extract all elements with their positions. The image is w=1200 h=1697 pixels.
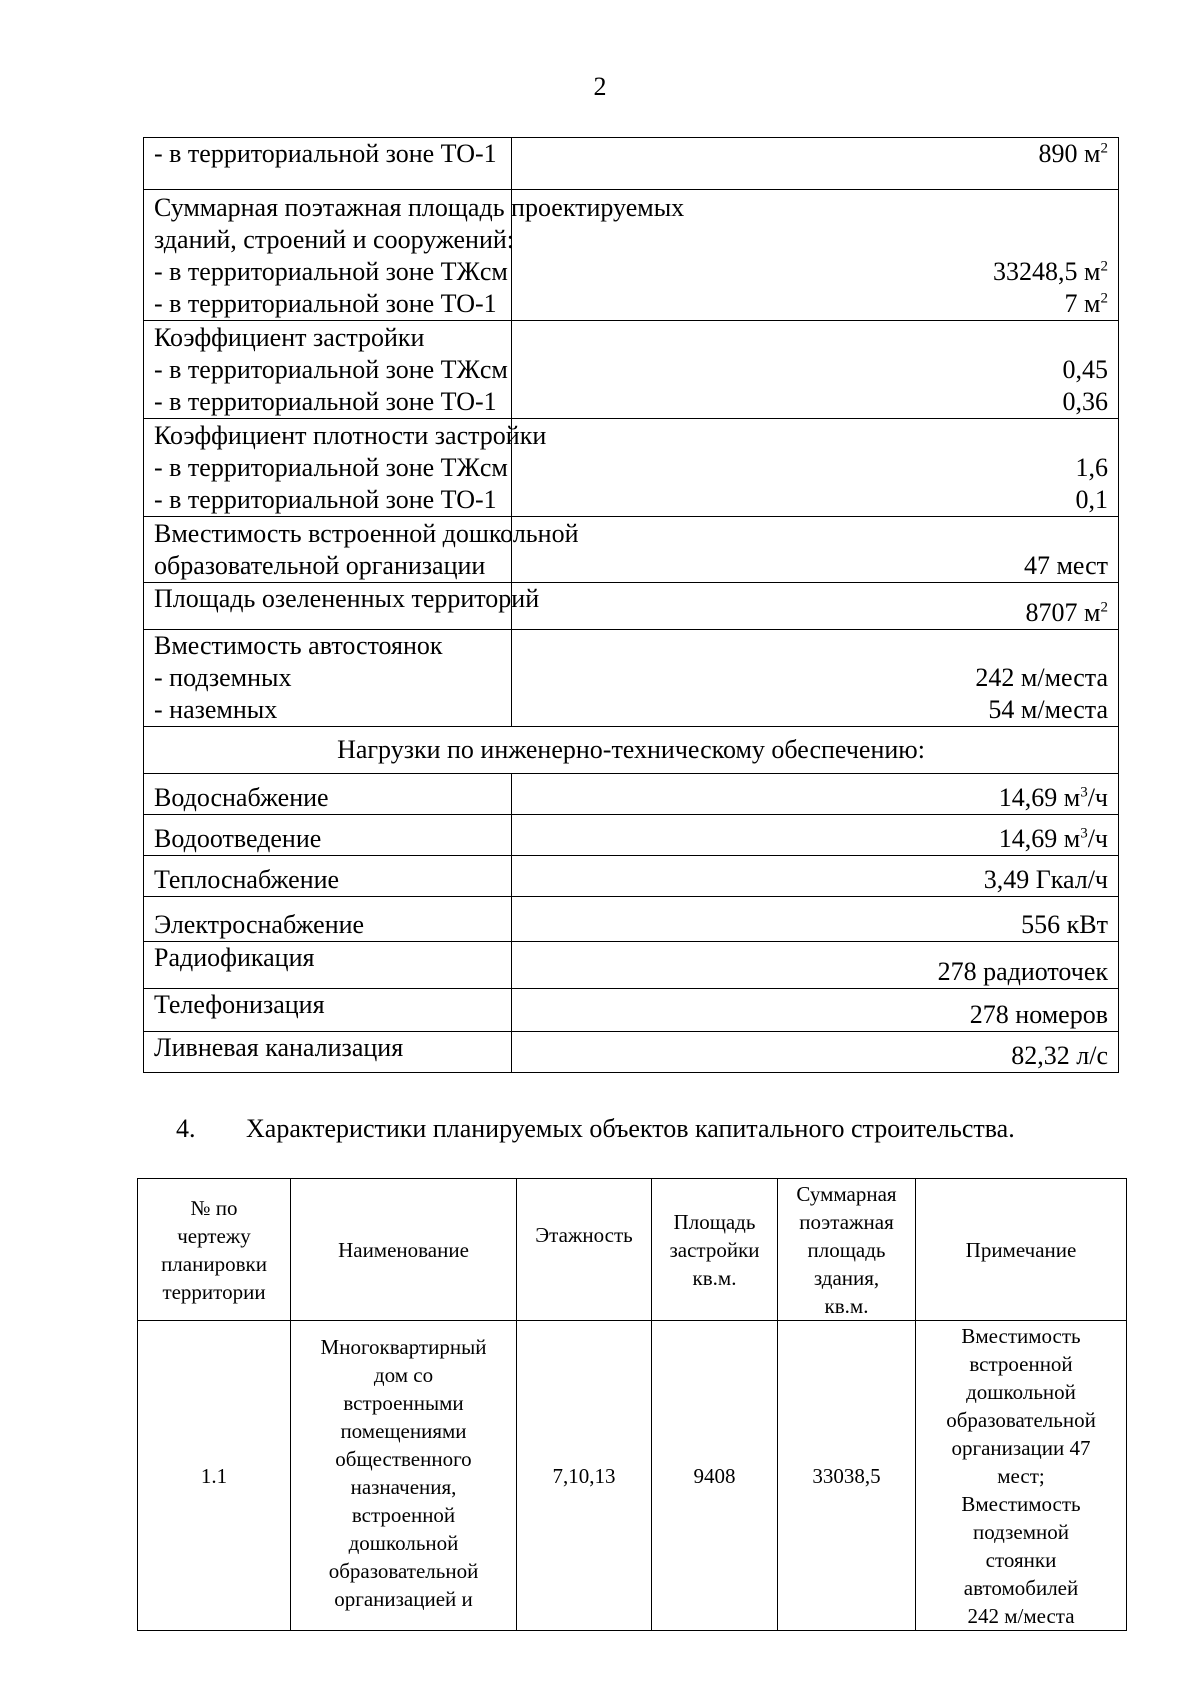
header-total-area: Суммарная поэтажная площадь здания, кв.м. [778,1179,916,1321]
row-label-cell [144,138,512,190]
cell-floors: 7,10,13 [517,1321,652,1631]
row-value: 82,32 л/с [1011,1041,1108,1070]
row-value: 0,1 [1075,485,1108,514]
row-value: 8707 $м^2$ [1025,598,1108,627]
row-label-cell [144,815,512,856]
row-label: - в территориальной зоне ТЖсм [154,453,508,482]
row-label-cell [144,583,540,630]
cell-total-area: 33038,5 [778,1321,916,1631]
row-label-cell [144,942,512,989]
page-number: 2 [593,72,607,101]
row-value-cell [512,1032,1119,1073]
table-row [144,774,1119,815]
row-value-cell [512,419,1119,517]
table-row [144,1032,1119,1073]
row-value: 33248,5 $м^2$ [993,257,1108,286]
cell-built-area: 9408 [652,1321,778,1631]
row-value: 47 мест [1023,551,1108,580]
table-row [144,989,1119,1032]
row-label: Водоснабжение [154,783,329,812]
row-label: - в территориальной зоне ТЖсм [154,257,508,286]
row-label: - подземных [154,663,292,692]
row-label-cell [144,419,547,517]
row-value: 0,45 [1062,355,1108,384]
row-value: 54 м/места [988,695,1108,724]
header-floors: Этажность [517,1179,652,1321]
row-label: Электроснабжение [154,910,365,939]
row-label-cell [144,989,512,1032]
table-row [144,190,1119,321]
row-value-cell [512,321,1119,419]
cell-number: 1.1 [138,1321,291,1631]
row-value-cell [512,897,1119,942]
row-label-cell [144,856,512,897]
row-value: 242 м/места [975,663,1108,692]
row-value-cell [512,815,1119,856]
row-value-cell [512,583,1119,630]
row-label: - в территориальной зоне ТО-1 [154,289,497,318]
table-row [144,897,1119,942]
row-label: Теплоснабжение [154,865,340,894]
section-heading [176,1113,1136,1145]
table-row [138,1321,1127,1631]
section-title: Характеристики планируемых объектов капитального строительства. [246,1114,1015,1143]
indicators-table [143,137,1119,1073]
row-label: образовательной организации [154,551,486,580]
row-label: Суммарная поэтажная площадь проектируемых [154,193,685,222]
row-label: Коэффициент застройки [154,323,425,352]
row-value: 556 кВт [1021,910,1108,939]
row-value: 3,49 Гкал/ч [983,865,1108,894]
row-value-cell [512,989,1119,1032]
table-row [144,321,1119,419]
table-header-row [138,1179,1127,1321]
row-value: 14,69 $м^3/ч$ [998,824,1108,853]
table-row [144,583,1119,630]
row-value: 14,69 $м^3/ч$ [998,783,1108,812]
row-label: Вместимость встроенной дошкольной [154,519,579,548]
row-label-cell [144,1032,512,1073]
row-value-cell [512,630,1119,727]
row-value-cell [512,942,1119,989]
row-label: Телефонизация [154,990,325,1019]
table-row [144,856,1119,897]
row-label: - наземных [154,695,278,724]
row-label: Радиофикация [154,943,315,972]
table-row [144,815,1119,856]
row-label: Площадь озелененных территорий [154,584,540,613]
row-label-cell [144,630,512,727]
row-label: Коэффициент плотности застройки [154,421,547,450]
cell-note: Вместимость встроенной дошкольной образовательной организации 47 мест; Вместимость подземной стоянки автомобилей 242 м/места [916,1321,1127,1631]
header-number: № по чертежу планировки территории [138,1179,291,1321]
row-value-cell [512,517,1119,583]
header-name: Наименование [291,1179,517,1321]
row-label: - в территориальной зоне ТО-1 [154,387,497,416]
table-row [144,138,1119,190]
table-row [144,727,1119,774]
row-label: зданий, строений и сооружений: [154,225,515,254]
row-label-cell [144,897,512,942]
header-built-area: Площадь застройки кв.м. [652,1179,778,1321]
row-value: 0,36 [1062,387,1108,416]
row-label: - в территориальной зоне ТО-1 [154,485,497,514]
table-row [144,942,1119,989]
cell-name: Многоквартирный дом со встроенными помещениями общественного назначения, встроенной дошкольной образовательной организацией и [291,1321,517,1631]
row-value: 278 радиоточек [937,957,1108,986]
table-row [144,517,1119,583]
row-value-cell [512,138,1119,190]
row-label: Водоотведение [154,824,322,853]
row-label-cell [144,190,685,321]
row-value-cell [512,856,1119,897]
row-value: 890 $м^2$ [1038,139,1108,168]
row-value-cell [512,774,1119,815]
row-label-cell [144,517,579,583]
row-label: Вместимость автостоянок [154,631,443,660]
objects-table [137,1178,1127,1631]
row-value: 1,6 [1075,453,1108,482]
row-value: 7 $м^2$ [1064,289,1108,318]
header-note: Примечание [916,1179,1127,1321]
table-row [144,419,1119,517]
row-label-cell [144,774,512,815]
section-header-cell: Нагрузки по инженерно-техническому обеспечению: [144,727,1119,774]
row-label: Ливневая канализация [154,1033,404,1062]
row-label: - в территориальной зоне ТЖсм [154,355,508,384]
table-row [144,630,1119,727]
row-label-cell [144,321,512,419]
row-label: - в территориальной зоне ТО-1 [154,139,497,168]
row-value: 278 номеров [969,1000,1108,1029]
section-number: 4. [176,1114,196,1143]
